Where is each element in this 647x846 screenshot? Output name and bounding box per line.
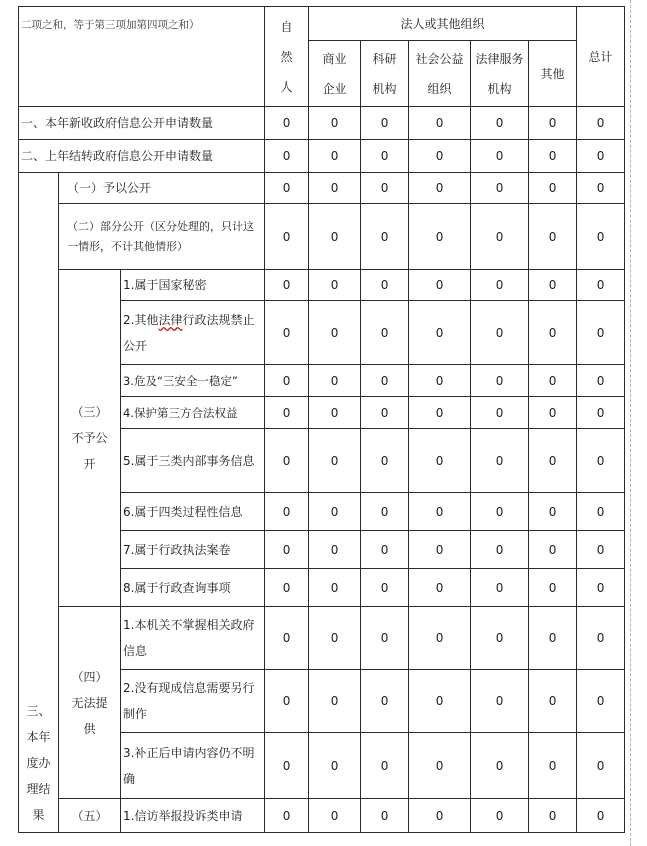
cell-value: 0 [265, 799, 309, 833]
cell-value: 0 [265, 733, 309, 799]
cell-value: 0 [529, 733, 577, 799]
group5-label: （五） [59, 799, 121, 833]
cell-value: 0 [529, 173, 577, 204]
header-total: 总计 [577, 7, 625, 107]
cell-value: 0 [361, 107, 409, 140]
cell-value: 0 [529, 569, 577, 607]
header-commercial: 商业企业 [309, 41, 361, 107]
row-label: 1.本机关不掌握相关政府信息 [121, 607, 265, 670]
cell-value: 0 [361, 270, 409, 301]
cell-value: 0 [577, 397, 625, 429]
cell-value: 0 [409, 531, 471, 569]
cell-value: 0 [529, 204, 577, 270]
cell-value: 0 [361, 531, 409, 569]
table-row [19, 140, 625, 173]
cell-value: 0 [409, 670, 471, 733]
cell-value: 0 [577, 493, 625, 531]
cell-value: 0 [409, 493, 471, 531]
cell-value: 0 [577, 204, 625, 270]
row-label: 1.属于国家秘密 [121, 270, 265, 301]
cell-value: 0 [361, 204, 409, 270]
cell-value: 0 [577, 301, 625, 365]
cell-value: 0 [471, 607, 529, 670]
row-label: 7.属于行政执法案卷 [121, 531, 265, 569]
cell-value: 0 [361, 733, 409, 799]
cell-value: 0 [471, 301, 529, 365]
cell-value: 0 [309, 799, 361, 833]
row-label: 二、上年结转政府信息公开申请数量 [19, 140, 265, 173]
cell-value: 0 [471, 493, 529, 531]
cell-value: 0 [309, 204, 361, 270]
cell-value: 0 [361, 429, 409, 493]
cell-value: 0 [309, 670, 361, 733]
cell-value: 0 [361, 607, 409, 670]
cell-value: 0 [577, 140, 625, 173]
table-row [19, 799, 625, 833]
table-row [19, 204, 625, 270]
cell-value: 0 [471, 173, 529, 204]
cell-value: 0 [409, 397, 471, 429]
cell-value: 0 [471, 204, 529, 270]
group3-label-cell [59, 270, 121, 607]
cell-value: 0 [265, 365, 309, 397]
section3-label: 三、本年度办理结果 [26, 704, 51, 822]
cell-value: 0 [409, 799, 471, 833]
cell-value: 0 [577, 670, 625, 733]
cell-value: 0 [309, 270, 361, 301]
cell-value: 0 [361, 397, 409, 429]
cell-value: 0 [409, 107, 471, 140]
row-label: （一）予以公开 [59, 173, 265, 204]
cell-value: 0 [409, 270, 471, 301]
row-label: 6.属于四类过程性信息 [121, 493, 265, 531]
cell-value: 0 [309, 140, 361, 173]
row-label: 一、本年新收政府信息公开申请数量 [19, 107, 265, 140]
cell-value: 0 [265, 204, 309, 270]
cell-value: 0 [361, 173, 409, 204]
header-research: 科研机构 [361, 41, 409, 107]
header-natural-person-cell [265, 7, 309, 107]
cell-value: 0 [265, 429, 309, 493]
cell-value: 0 [471, 107, 529, 140]
table-row [19, 270, 625, 301]
cell-value: 0 [471, 733, 529, 799]
cell-value: 0 [409, 607, 471, 670]
cell-value: 0 [409, 733, 471, 799]
cell-value: 0 [577, 365, 625, 397]
cell-value: 0 [265, 301, 309, 365]
cell-value: 0 [265, 670, 309, 733]
cell-value: 0 [265, 107, 309, 140]
header-row-1 [19, 7, 625, 41]
cell-value: 0 [361, 670, 409, 733]
cell-value: 0 [309, 733, 361, 799]
cell-value: 0 [577, 607, 625, 670]
cell-value: 0 [409, 365, 471, 397]
cell-value: 0 [361, 140, 409, 173]
cell-value: 0 [529, 670, 577, 733]
cell-value: 0 [471, 397, 529, 429]
statistics-table [18, 6, 625, 833]
row-label: （二）部分公开（区分处理的，只计这一情形，不计其他情形） [59, 204, 265, 270]
cell-value: 0 [265, 531, 309, 569]
cell-value: 0 [309, 365, 361, 397]
cell-value: 0 [577, 733, 625, 799]
cell-value: 0 [577, 107, 625, 140]
cell-value: 0 [409, 204, 471, 270]
cell-value: 0 [471, 429, 529, 493]
cell-value: 0 [529, 301, 577, 365]
cell-value: 0 [265, 270, 309, 301]
cell-value: 0 [309, 173, 361, 204]
cell-value: 0 [577, 270, 625, 301]
cell-value: 0 [471, 140, 529, 173]
cell-value: 0 [471, 670, 529, 733]
cell-value: 0 [471, 531, 529, 569]
cell-value: 0 [577, 799, 625, 833]
cell-value: 0 [361, 799, 409, 833]
cell-value: 0 [529, 270, 577, 301]
row-label: 2.其他法律行政法规禁止公开 [121, 301, 265, 365]
cell-value: 0 [309, 301, 361, 365]
cell-value: 0 [265, 140, 309, 173]
cell-value: 0 [471, 799, 529, 833]
header-legal-group: 法人或其他组织 [309, 7, 577, 41]
cell-value: 0 [471, 569, 529, 607]
cell-value: 0 [309, 397, 361, 429]
header-other: 其他 [529, 41, 577, 107]
cell-value: 0 [529, 531, 577, 569]
cell-value: 0 [309, 569, 361, 607]
row-label: 5.属于三类内部事务信息 [121, 429, 265, 493]
section3-label-cell [19, 173, 59, 833]
cell-value: 0 [361, 493, 409, 531]
cell-value: 0 [265, 173, 309, 204]
cell-value: 0 [265, 397, 309, 429]
cell-value: 0 [471, 270, 529, 301]
cell-value: 0 [309, 493, 361, 531]
cell-value: 0 [265, 607, 309, 670]
cell-value: 0 [577, 569, 625, 607]
cell-value: 0 [577, 429, 625, 493]
cell-value: 0 [409, 301, 471, 365]
cell-value: 0 [471, 365, 529, 397]
header-natural-person: 自然人 [280, 19, 293, 94]
cell-value: 0 [529, 140, 577, 173]
header-social: 社会公益组织 [409, 41, 471, 107]
cell-value: 0 [409, 569, 471, 607]
cell-value: 0 [409, 429, 471, 493]
row-label: 2.没有现成信息需要另行制作 [121, 670, 265, 733]
group4-label-cell [59, 607, 121, 799]
cell-value: 0 [309, 531, 361, 569]
cell-value: 0 [309, 107, 361, 140]
row-label: 3.危及“三安全一稳定” [121, 365, 265, 397]
cell-value: 0 [409, 173, 471, 204]
row-label: 4.保护第三方合法权益 [121, 397, 265, 429]
cell-value: 0 [529, 397, 577, 429]
cell-value: 0 [361, 301, 409, 365]
cell-value: 0 [529, 493, 577, 531]
header-legal-service: 法律服务机构 [471, 41, 529, 107]
group4-label: （四）无法提供 [71, 669, 108, 736]
spellcheck-mark: 法律 [158, 312, 183, 327]
cell-value: 0 [577, 173, 625, 204]
cell-value: 0 [529, 107, 577, 140]
cell-value: 0 [361, 569, 409, 607]
row-label: 3.补正后申请内容仍不明确 [121, 733, 265, 799]
table-row [19, 607, 625, 670]
table-row [19, 173, 625, 204]
row-label: 1.信访举报投诉类申请 [121, 799, 265, 833]
cell-value: 0 [265, 493, 309, 531]
table-row [19, 107, 625, 140]
group3-label: （三）不予公开 [71, 405, 108, 471]
cell-value: 0 [529, 365, 577, 397]
header-note-cell [19, 7, 265, 107]
row-label: 8.属于行政查询事项 [121, 569, 265, 607]
cell-value: 0 [309, 429, 361, 493]
cell-value: 0 [529, 799, 577, 833]
cell-value: 0 [361, 365, 409, 397]
cell-value: 0 [409, 140, 471, 173]
cell-value: 0 [309, 607, 361, 670]
cell-value: 0 [529, 607, 577, 670]
header-note: 二项之和，等于第三项加第四项之和） [21, 19, 200, 31]
cell-value: 0 [265, 569, 309, 607]
cell-value: 0 [577, 531, 625, 569]
cell-value: 0 [529, 429, 577, 493]
page-margin-guide [630, 0, 632, 846]
